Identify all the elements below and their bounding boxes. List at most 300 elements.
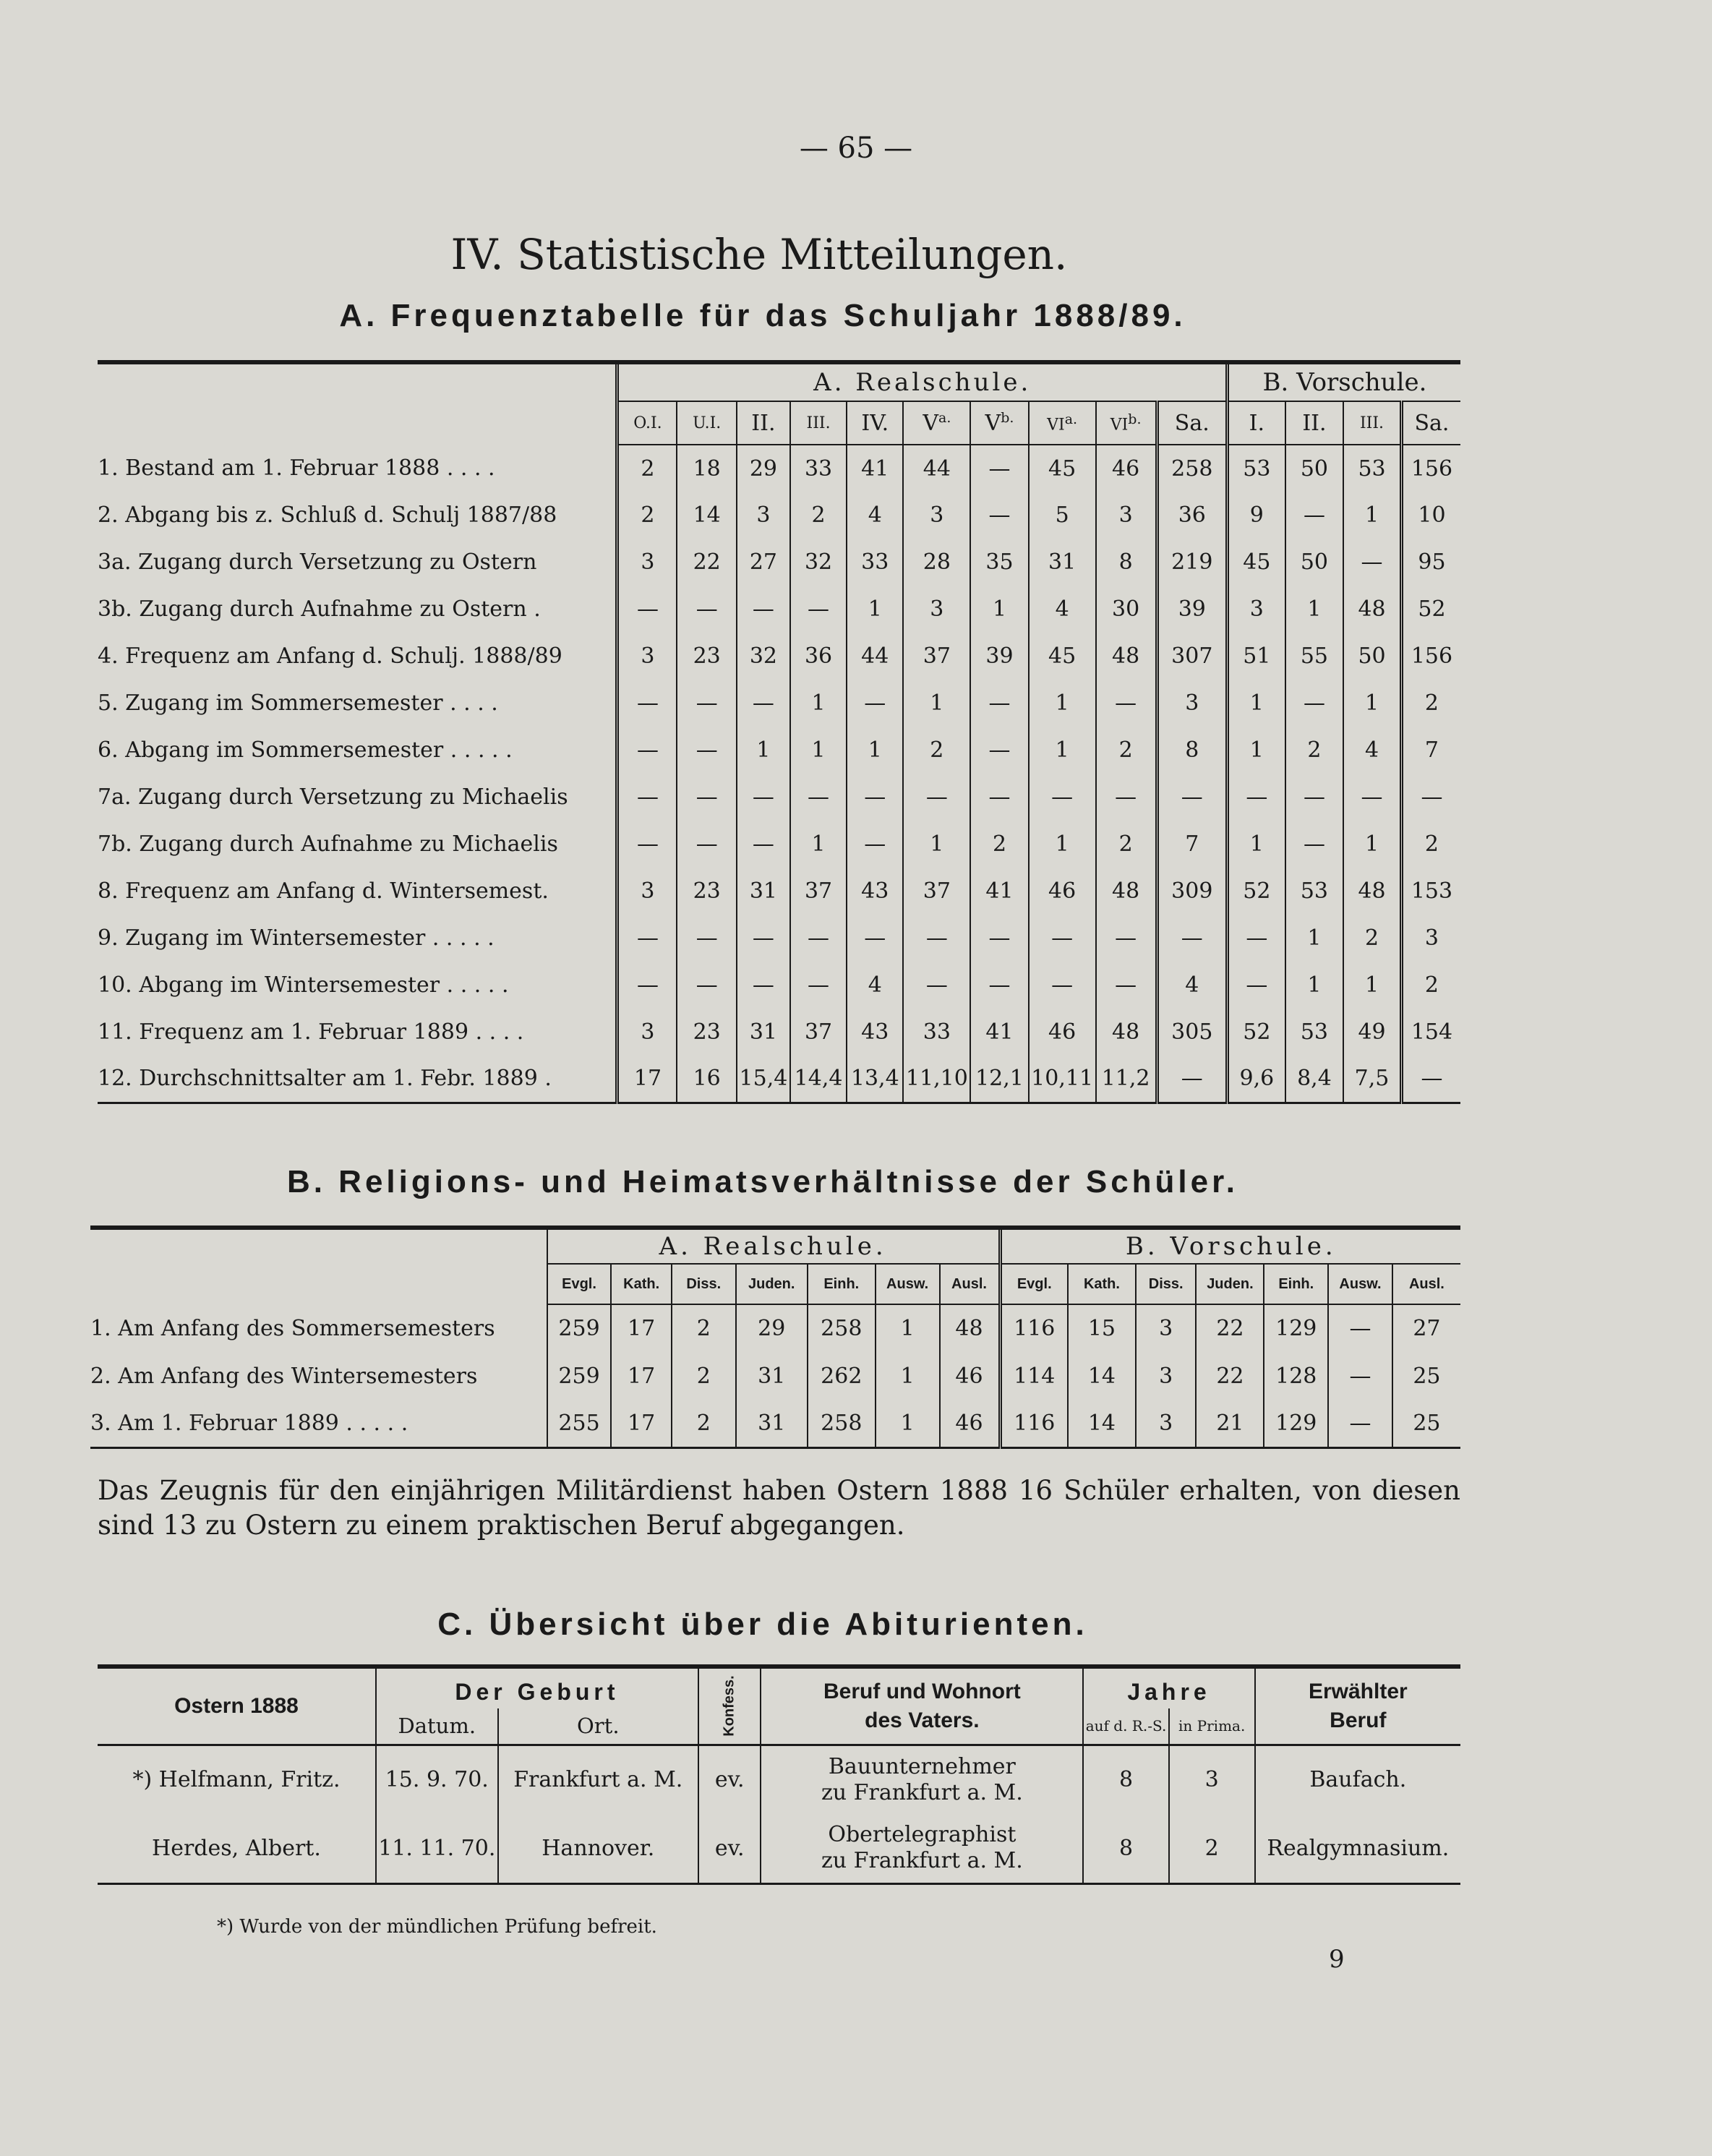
father-occupation-line2: zu Frankfurt a. M. [821,1848,1023,1874]
table-cell: 46 [1029,868,1096,915]
table-cell: 2 [617,492,677,539]
column-header: III. [1343,401,1401,445]
table-cell: 17 [611,1400,672,1447]
table-cell: 17 [611,1352,672,1400]
table-cell: 22 [1196,1352,1264,1400]
table-cell: — [1029,774,1096,821]
table-cell: 50 [1285,539,1343,586]
table-cell: 48 [1096,633,1157,680]
table-cell: — [677,821,736,868]
table-cell: — [677,586,736,633]
row-label: 10. Abgang im Wintersemester . . . . . [98,972,509,998]
row-label: 8. Frequenz am Anfang d. Wintersemest. [98,878,549,904]
table-cell: 44 [847,633,903,680]
table-cell: 3 [617,633,677,680]
table-cell: 31 [1029,539,1096,586]
table-cell: 43 [847,868,903,915]
table-cell: 1 [1343,492,1401,539]
column-header: U.I. [677,401,736,445]
table-cell: — [1096,962,1157,1009]
table-cell: 45 [1029,633,1096,680]
table-row [98,586,1460,633]
table-cell: 2 [1401,680,1460,727]
col-in-prima: in Prima. [1169,1708,1255,1745]
row-label: 5. Zugang im Sommersemester . . . . [98,690,498,716]
table-cell: — [1401,1056,1460,1103]
table-cell: — [970,492,1028,539]
table-cell: 2 [1096,727,1157,774]
table-cell: — [677,962,736,1009]
table-cell: 23 [677,1009,736,1056]
table-cell: — [847,680,903,727]
table-cell: 53 [1227,445,1285,492]
table-cell: 49 [1343,1009,1401,1056]
table-cell: 11,10 [903,1056,970,1103]
table-cell: 48 [1343,586,1401,633]
table-cell: 14 [677,492,736,539]
table-row [98,868,1460,915]
table-cell: 2 [970,821,1028,868]
table-row [98,492,1460,539]
table-cell: 129 [1264,1304,1328,1352]
table-cell: 3 [1136,1400,1197,1447]
row-label: 3a. Zugang durch Versetzung zu Ostern [98,549,537,575]
table-cell: 9,6 [1227,1056,1285,1103]
table-cell: — [903,915,970,962]
table-cell: 1 [876,1352,940,1400]
years-prima: 3 [1169,1745,1255,1814]
table-cell: 2 [672,1304,736,1352]
column-header: Ausl. [940,1264,1001,1304]
table-cell: 11,2 [1096,1056,1157,1103]
table-cell: 4 [1029,586,1096,633]
table-cell: 2 [672,1400,736,1447]
table-cell: 156 [1401,633,1460,680]
table-cell: — [1227,915,1285,962]
table-cell: — [1227,774,1285,821]
table-cell: 22 [677,539,736,586]
religion-table [90,1225,1460,1449]
col-erwaehlter-beruf: Erwählter Beruf [1255,1667,1460,1745]
table-cell: 41 [847,445,903,492]
col-geburt: Der Geburt [376,1667,698,1708]
father-occupation-line2: zu Frankfurt a. M. [821,1779,1023,1805]
table-cell: 41 [970,1009,1028,1056]
col-ostern: Ostern 1888 [174,1693,299,1718]
table-cell: — [1285,821,1343,868]
table-cell: 154 [1401,1009,1460,1056]
table-cell: — [1096,915,1157,962]
table-cell: 37 [790,868,847,915]
table-cell: 3 [1157,680,1227,727]
table-cell: 45 [1029,445,1096,492]
table-cell: 1 [1285,962,1343,1009]
table-cell: 3 [617,868,677,915]
table-cell: 3 [1227,586,1285,633]
years-school: 8 [1083,1745,1168,1814]
table-cell: 52 [1227,1009,1285,1056]
table-row [98,915,1460,962]
table-cell: 4 [847,962,903,1009]
years-prima: 2 [1169,1814,1255,1883]
table-cell: 36 [790,633,847,680]
table-row [98,633,1460,680]
table-cell: 2 [672,1352,736,1400]
table-cell: 36 [1157,492,1227,539]
table-cell: 52 [1401,586,1460,633]
table-row [98,962,1460,1009]
column-header: Ausw. [1328,1264,1392,1304]
table-cell: 41 [970,868,1028,915]
row-label: 2. Abgang bis z. Schluß d. Schulj 1887/88 [98,502,557,528]
table-cell: 8,4 [1285,1056,1343,1103]
table-row [98,821,1460,868]
table-cell: 2 [790,492,847,539]
table-cell: — [790,915,847,962]
table-row [90,1400,1460,1447]
table-cell: — [617,774,677,821]
table-cell: 7,5 [1343,1056,1401,1103]
table-cell: 31 [736,1400,808,1447]
row-label: 12. Durchschnittsalter am 1. Febr. 1889 . [98,1066,552,1092]
column-header: O.I. [617,401,677,445]
footnote: *) Wurde von der mündlichen Prüfung befreit. [217,1916,657,1938]
table-row [98,774,1460,821]
father-occupation [761,1745,1083,1814]
column-header: II. [1285,401,1343,445]
years-school: 8 [1083,1814,1168,1883]
table-cell: — [1328,1304,1392,1352]
table-cell: 37 [903,868,970,915]
table-cell: 15 [1068,1304,1136,1352]
table-cell: 3 [617,539,677,586]
table-cell: — [1343,774,1401,821]
table-row [98,445,1460,492]
table-cell: 39 [1157,586,1227,633]
column-header: Sa. [1157,401,1227,445]
table-cell: 1 [903,821,970,868]
table-cell: — [617,915,677,962]
row-label: 3b. Zugang durch Aufnahme zu Ostern . [98,596,541,622]
table-cell: 46 [940,1400,1001,1447]
table-cell: 258 [808,1304,876,1352]
table-cell: 33 [790,445,847,492]
table-cell: 1 [1029,680,1096,727]
table-cell: 1 [790,821,847,868]
table-cell: 1 [847,727,903,774]
col-jahre: Jahre [1083,1667,1254,1708]
row-label: 3. Am 1. Februar 1889 . . . . . [90,1410,408,1436]
table-cell: — [903,962,970,1009]
table-cell: 27 [737,539,790,586]
column-header: Juden. [1196,1264,1264,1304]
table-cell: 31 [737,868,790,915]
table-cell: 116 [1000,1304,1068,1352]
table-cell: 1 [1285,586,1343,633]
col-konfess: Konfess. [698,1667,761,1745]
column-header: Diss. [672,1264,736,1304]
row-label: 6. Abgang im Sommersemester . . . . . [98,737,513,763]
table-cell: 43 [847,1009,903,1056]
table-cell: 2 [617,445,677,492]
section-b-title: B. Religions- und Heimatsverhältnisse der Schüler. [286,1164,1239,1199]
table-cell: 1 [1029,727,1096,774]
table-cell: 4 [847,492,903,539]
chosen-career: Realgymnasium. [1255,1814,1460,1883]
table-cell: 219 [1157,539,1227,586]
table-cell: 16 [677,1056,736,1103]
table-cell: 3 [1401,915,1460,962]
col-auf-rs: auf d. R.-S. [1083,1708,1168,1745]
table-cell: — [970,774,1028,821]
table-cell: — [617,680,677,727]
table-cell: — [737,821,790,868]
column-header: Kath. [1068,1264,1136,1304]
table-cell: — [1157,915,1227,962]
table-cell: — [970,727,1028,774]
table-cell: 262 [808,1352,876,1400]
row-label: 7a. Zugang durch Versetzung zu Michaelis [98,784,568,810]
table-cell: — [1285,492,1343,539]
frequency-table [98,360,1460,1104]
table-cell: — [847,774,903,821]
table-cell: — [737,774,790,821]
table-cell: 46 [1029,1009,1096,1056]
table-cell: — [970,962,1028,1009]
table-cell: 46 [1096,445,1157,492]
table-cell: 14 [1068,1400,1136,1447]
column-header: Juden. [736,1264,808,1304]
table-cell: 4 [1157,962,1227,1009]
group-b-vorschule: B. Vorschule. [1000,1228,1460,1264]
table-cell: 153 [1401,868,1460,915]
birth-place: Hannover. [498,1814,698,1883]
column-header: Ausl. [1392,1264,1460,1304]
table-cell: 1 [1343,821,1401,868]
table-row [98,727,1460,774]
table-cell: 48 [1096,868,1157,915]
table-b-stub [90,1228,547,1304]
table-cell: 1 [847,586,903,633]
table-cell: 3 [1136,1352,1197,1400]
row-label: 1. Bestand am 1. Februar 1888 . . . . [98,455,495,481]
table-cell: 14 [1068,1352,1136,1400]
table-cell: 255 [547,1400,612,1447]
table-cell: — [1285,774,1343,821]
table-cell: 53 [1285,868,1343,915]
column-header: Einh. [808,1264,876,1304]
table-cell: 1 [1227,680,1285,727]
table-cell: — [1401,774,1460,821]
military-service-paragraph: Das Zeugnis für den einjährigen Militärdienst haben Ostern 1888 16 Schüler erhalten, von diesen sind 13 zu Ostern zu einem praktischen Beruf abgegangen. [98,1475,1460,1541]
table-cell: — [790,586,847,633]
table-cell: 15,4 [737,1056,790,1103]
table-cell: 25 [1392,1352,1460,1400]
table-cell: — [847,915,903,962]
table-cell: — [903,774,970,821]
table-cell: 1 [737,727,790,774]
table-cell: — [1285,680,1343,727]
chosen-career: Baufach. [1255,1745,1460,1814]
table-cell: 55 [1285,633,1343,680]
table-cell: — [617,962,677,1009]
table-cell: — [677,680,736,727]
table-cell: 3 [1096,492,1157,539]
table-cell: — [1096,774,1157,821]
table-cell: 5 [1029,492,1096,539]
column-header: $V^{b.}$ [970,401,1028,445]
table-cell: — [677,915,736,962]
table-cell: 307 [1157,633,1227,680]
table-row [98,680,1460,727]
table-cell: 2 [903,727,970,774]
confession: ev. [698,1745,761,1814]
table-cell: 1 [1227,821,1285,868]
table-cell: 7 [1401,727,1460,774]
table-cell: 3 [903,492,970,539]
table-cell: 33 [847,539,903,586]
column-header: Sa. [1401,401,1460,445]
table-cell: 50 [1343,633,1401,680]
row-label: 9. Zugang im Wintersemester . . . . . [98,925,495,951]
column-header: Evgl. [1000,1264,1068,1304]
row-label: 11. Frequenz am 1. Februar 1889 . . . . [98,1019,524,1045]
table-cell: 2 [1285,727,1343,774]
table-cell: 3 [903,586,970,633]
table-row [98,1056,1460,1103]
birth-date: 11. 11. 70. [376,1814,498,1883]
table-cell: — [617,586,677,633]
table-row [98,1814,1460,1883]
table-cell: 1 [1029,821,1096,868]
table-cell: 48 [1343,868,1401,915]
column-header: Ausw. [876,1264,940,1304]
table-cell: — [970,680,1028,727]
table-cell: — [1328,1352,1392,1400]
confession: ev. [698,1814,761,1883]
table-cell: — [617,821,677,868]
table-cell: 51 [1227,633,1285,680]
table-cell: 14,4 [790,1056,847,1103]
table-cell: 1 [876,1304,940,1352]
table-cell: 39 [970,633,1028,680]
table-cell: — [1343,539,1401,586]
table-cell: 2 [1096,821,1157,868]
table-cell: 45 [1227,539,1285,586]
table-cell: 22 [1196,1304,1264,1352]
table-cell: 3 [1136,1304,1197,1352]
student-name: Herdes, Albert. [152,1835,321,1861]
table-cell: 18 [677,445,736,492]
column-header: Diss. [1136,1264,1197,1304]
table-cell: 12,1 [970,1056,1028,1103]
column-header: IV. [847,401,903,445]
table-cell: — [847,821,903,868]
section-a-title: A. Frequenztabelle für das Schuljahr 1888/89. [339,298,1186,333]
table-cell: 31 [736,1352,808,1400]
table-cell: — [1029,915,1096,962]
group-b-realschule: A. Realschule. [547,1228,1000,1264]
table-cell: 17 [617,1056,677,1103]
table-cell: — [970,445,1028,492]
table-cell: 33 [903,1009,970,1056]
table-cell: — [677,727,736,774]
table-cell: 31 [737,1009,790,1056]
student-name: *) Helfmann, Fritz. [132,1767,341,1793]
table-row [98,1745,1460,1814]
table-cell: — [617,727,677,774]
table-row [98,539,1460,586]
table-cell: 116 [1000,1400,1068,1447]
table-cell: 114 [1000,1352,1068,1400]
table-cell: 1 [790,727,847,774]
table-cell: — [1157,774,1227,821]
table-cell: 37 [903,633,970,680]
table-cell: 48 [1096,1009,1157,1056]
table-cell: 10 [1401,492,1460,539]
sheet-number: 9 [1329,1945,1345,1974]
row-label: 4. Frequenz am Anfang d. Schulj. 1888/89 [98,643,562,669]
table-row [90,1304,1460,1352]
row-label: 1. Am Anfang des Sommersemesters [90,1315,495,1341]
table-cell: 21 [1196,1400,1264,1447]
birth-place: Frankfurt a. M. [498,1745,698,1814]
col-datum: Datum. [376,1708,498,1745]
table-cell: 32 [790,539,847,586]
table-cell: — [737,962,790,1009]
table-cell: 128 [1264,1352,1328,1400]
column-header: III. [790,401,847,445]
father-occupation [761,1814,1083,1883]
table-cell: 309 [1157,868,1227,915]
table-cell: — [1227,962,1285,1009]
table-cell: 17 [611,1304,672,1352]
table-cell: 32 [737,633,790,680]
table-cell: — [790,962,847,1009]
group-vorschule: B. Vorschule. [1227,362,1460,401]
table-cell: 1 [970,586,1028,633]
column-header: VIb. [1096,401,1157,445]
abiturienten-table [98,1664,1460,1885]
table-cell: 1 [876,1400,940,1447]
table-cell: 27 [1392,1304,1460,1352]
table-cell: 258 [1157,445,1227,492]
table-cell: 48 [940,1304,1001,1352]
table-cell: 1 [1227,727,1285,774]
table-cell: 35 [970,539,1028,586]
table-cell: 8 [1157,727,1227,774]
table-cell: 29 [737,445,790,492]
table-cell: — [1096,680,1157,727]
row-label: 7b. Zugang durch Aufnahme zu Michaelis [98,831,558,857]
table-cell: 25 [1392,1400,1460,1447]
table-cell: 259 [547,1352,612,1400]
table-cell: — [970,915,1028,962]
column-header: Kath. [611,1264,672,1304]
table-cell: 8 [1096,539,1157,586]
table-cell: 2 [1401,962,1460,1009]
table-cell: 29 [736,1304,808,1352]
table-cell: 28 [903,539,970,586]
table-cell: 259 [547,1304,612,1352]
column-header: $V^{a.}$ [903,401,970,445]
table-cell: 95 [1401,539,1460,586]
column-header: Einh. [1264,1264,1328,1304]
table-cell: — [677,774,736,821]
table-cell: 46 [940,1352,1001,1400]
table-cell: 9 [1227,492,1285,539]
table-cell: 129 [1264,1400,1328,1447]
